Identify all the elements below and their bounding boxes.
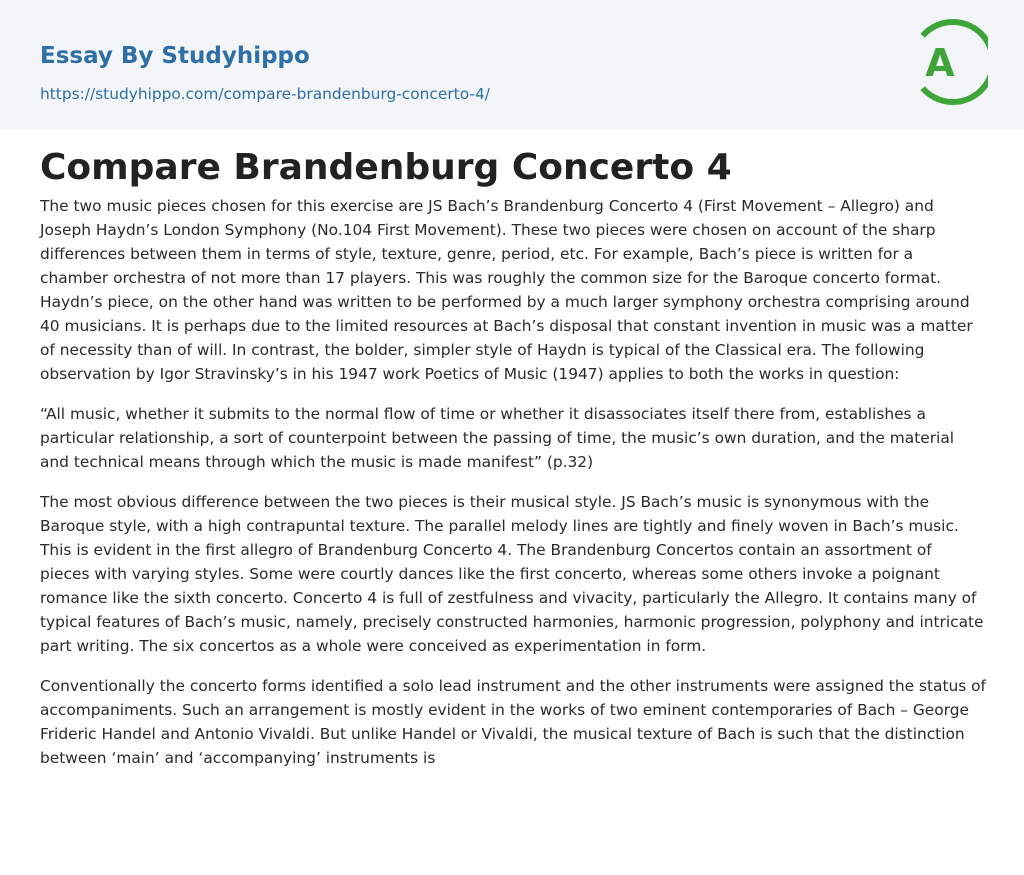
page-title: Compare Brandenburg Concerto 4 xyxy=(40,147,732,188)
logo-letter: A xyxy=(925,41,955,85)
essay-paragraph-3: The most obvious difference between the two pieces is their musical style. JS Bach’s music is synonymous with the Baroque style, with a high contrapuntal texture. The parallel melody lines are tightly and finely woven in Bach’s music. This is evident in the first allegro of Brandenburg Concerto 4. The Brandenburg Concertos contain an assortment of pieces with varying styles. Some were courtly dances like the first concerto, whereas some others invoke a poignant romance like the sixth concerto. Concerto 4 is full of zestfulness and vivacity, particularly the Allegro. It contains many of typical features of Bach’s music, namely, precisely constructed harmonies, harmonic progression, polyphony and intricate part writing. The six concertos as a whole were conceived as experimentation in form. xyxy=(40,493,984,655)
studyhippo-logo-icon[interactable] xyxy=(912,18,988,106)
site-header xyxy=(0,0,1024,129)
essay-body xyxy=(40,194,986,786)
essay-paragraph-4: Conventionally the concerto forms identified a solo lead instrument and the other instruments were assigned the status of accompaniments. Such an arrangement is mostly evident in the works of two eminent contemporaries of Bach – George Frideric Handel and Antonio Vivaldi. But unlike Handel or Vivaldi, the musical texture of Bach is such that the distinction between ‘main’ and ‘accompanying’ instruments is xyxy=(40,677,986,767)
page-url-link[interactable]: https://studyhippo.com/compare-brandenburg-concerto-4/ xyxy=(40,85,490,103)
essay-quote-paragraph: “All music, whether it submits to the normal flow of time or whether it disassociates itself there from, establishes a particular relationship, a sort of counterpoint between the passing of time, the music’s own duration, and the material and technical means through which the music is made manifest” (p.32) xyxy=(40,405,955,471)
brand-title[interactable]: Essay By Studyhippo xyxy=(40,43,310,69)
essay-paragraph-1: The two music pieces chosen for this exercise are JS Bach’s Brandenburg Concerto 4 (First Movement – Allegro) and Joseph Haydn’s London Symphony (No.104 First Movement). These two pieces were chosen on account of the sharp differences between them in terms of style, texture, genre, period, etc. For example, Bach’s piece is written for a chamber orchestra of not more than 17 players. This was roughly the common size for the Baroque concerto format. Haydn’s piece, on the other hand was written to be performed by a much larger symphony orchestra comprising around 40 musicians. It is perhaps due to the limited resources at Bach’s disposal that constant invention in music was a matter of necessity than of will. In contrast, the bolder, simpler style of Haydn is typical of the Classical era. The following observation by Igor Stravinsky’s in his 1947 work Poetics of Music (1947) applies to both the works in question: xyxy=(40,197,973,383)
